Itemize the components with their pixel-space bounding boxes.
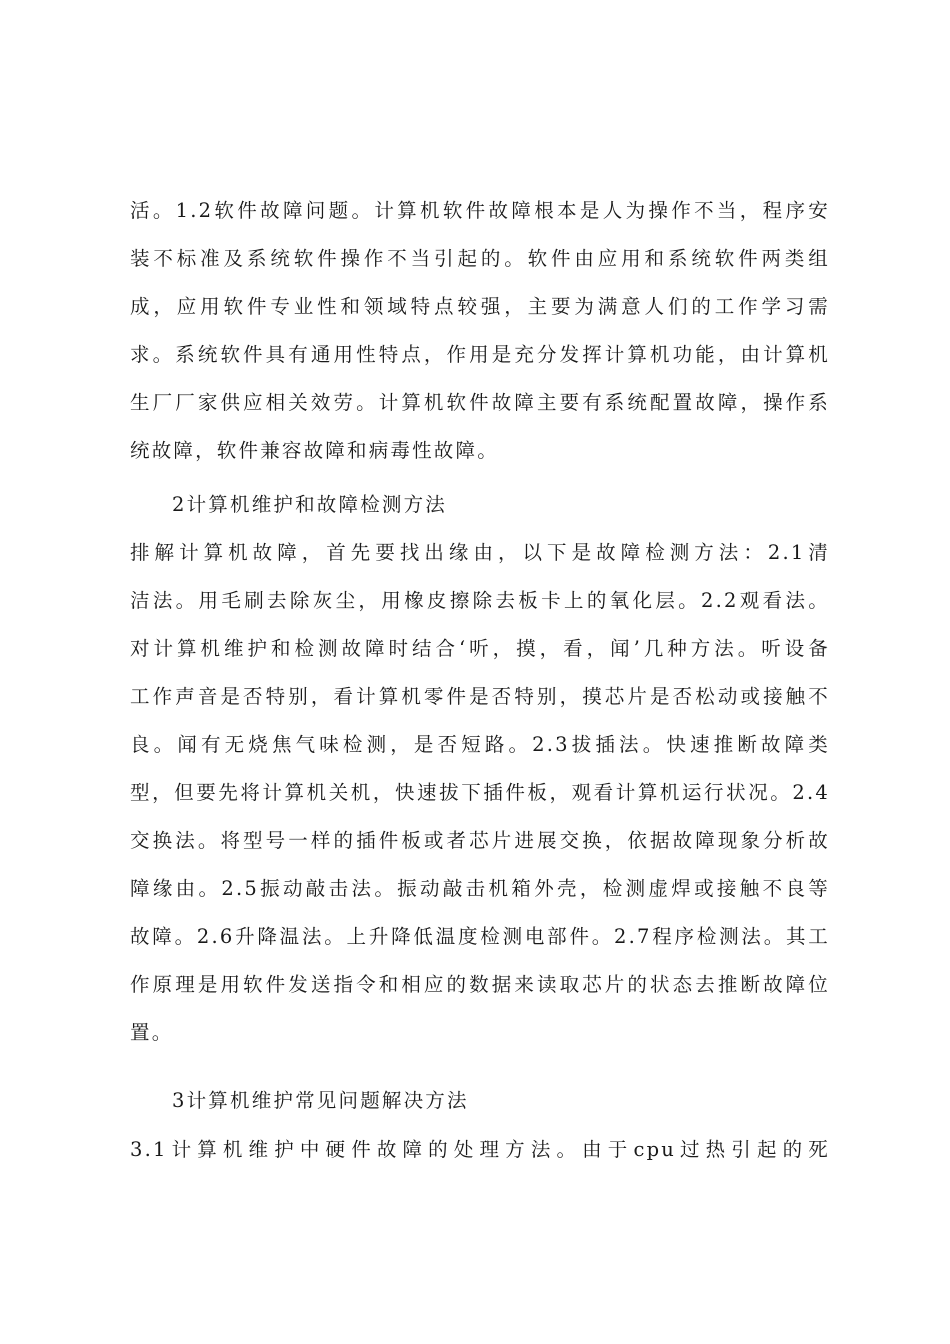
section-heading-2: 2计算机维护和故障检测方法 xyxy=(172,493,448,516)
text-line: 工作声音是否特别，看计算机零件是否特别，摸芯片是否松动或接触不 xyxy=(130,685,830,708)
paragraph-software-faults xyxy=(130,187,830,475)
text-line: 统故障，软件兼容故障和病毒性故障。 xyxy=(130,439,499,462)
text-line: 排解计算机故障，首先要找出缘由，以下是故障检测方法：2.1清 xyxy=(130,541,830,564)
text-line: 生厂厂家供应相关效劳。计算机软件故障主要有系统配置故障，操作系 xyxy=(130,391,830,414)
section-heading-3: 3计算机维护常见问题解决方法 xyxy=(172,1089,469,1112)
paragraph-detection-methods xyxy=(130,529,830,1057)
text-line: 作原理是用软件发送指令和相应的数据来读取芯片的状态去推断故障位 xyxy=(130,973,830,996)
text-line: 活。1.2软件故障问题。计算机软件故障根本是人为操作不当，程序安 xyxy=(130,199,830,222)
text-line: 交换法。将型号一样的插件板或者芯片进展交换，依据故障现象分析故 xyxy=(130,829,830,852)
text-line: 洁法。用毛刷去除灰尘，用橡皮擦除去板卡上的氧化层。2.2观看法。 xyxy=(130,589,830,612)
text-line: 置。 xyxy=(130,1021,174,1044)
text-line: 型，但要先将计算机关机，快速拔下插件板，观看计算机运行状况。2.4 xyxy=(130,781,830,804)
text-line: 良。闻有无烧焦气味检测，是否短路。2.3拔插法。快速推断故障类 xyxy=(130,733,830,756)
text-line: 对计算机维护和检测故障时结合‘听，摸，看，闻’几种方法。听设备 xyxy=(130,637,830,660)
text-line: 装不标准及系统软件操作不当引起的。软件由应用和系统软件两类组 xyxy=(130,247,830,270)
text-line: 故障。2.6升降温法。上升降低温度检测电部件。2.7程序检测法。其工 xyxy=(130,925,830,948)
text-line: 求。系统软件具有通用性特点，作用是充分发挥计算机功能，由计算机 xyxy=(130,343,830,366)
paragraph-hardware-faults xyxy=(130,1126,830,1174)
text-line: 障缘由。2.5振动敲击法。振动敲击机箱外壳，检测虚焊或接触不良等 xyxy=(130,877,830,900)
text-line: 成，应用软件专业性和领域特点较强，主要为满意人们的工作学习需 xyxy=(130,295,830,318)
text-line: 3.1计算机维护中硬件故障的处理方法。由于cpu过热引起的死 xyxy=(130,1138,830,1161)
